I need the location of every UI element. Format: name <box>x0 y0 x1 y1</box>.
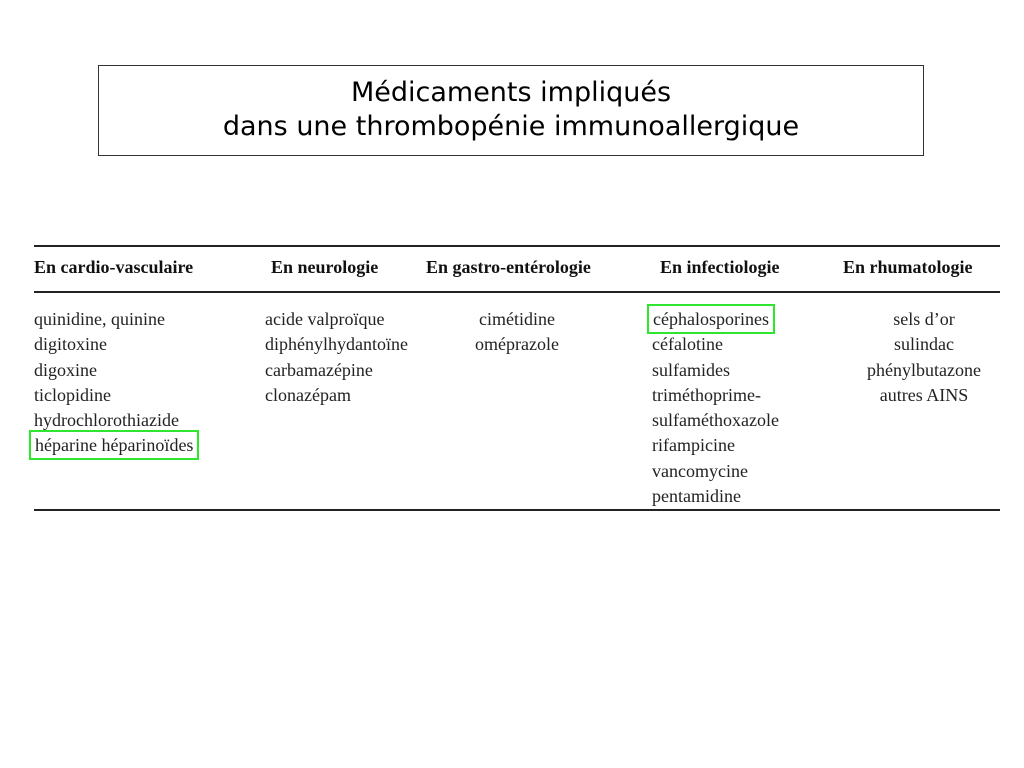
list-item: clonazépam <box>265 384 351 405</box>
column-rhumato <box>854 307 994 408</box>
table-bottom-rule <box>34 509 1000 511</box>
table-header-rule <box>34 291 1000 293</box>
list-item: autres AINS <box>879 384 969 405</box>
list-item: phénylbutazone <box>867 359 981 380</box>
title-line-2: dans une thrombopénie immunoallergique <box>222 111 800 142</box>
list-item: digitoxine <box>34 334 107 355</box>
list-item: cimétidine <box>479 309 555 329</box>
header-cardio: En cardio-vasculaire <box>34 257 194 277</box>
list-item: oméprazole <box>475 334 559 355</box>
list-item: quinidine, quinine <box>34 309 165 329</box>
list-item: vancomycine <box>652 460 748 481</box>
list-item: digoxine <box>34 359 97 380</box>
list-item: pentamidine <box>652 486 741 507</box>
list-item: sulfamides <box>652 359 730 380</box>
list-item: carbamazépine <box>265 359 373 380</box>
list-item: sels d’or <box>893 309 955 329</box>
header-infectio: En infectiologie <box>660 257 780 277</box>
list-item: hydrochlorothiazide <box>34 410 179 431</box>
title-line-1: Médicaments impliqués <box>350 77 672 108</box>
list-item: acide valproïque <box>265 309 385 329</box>
list-item: sulindac <box>894 334 954 355</box>
list-item: sulfaméthoxazole <box>652 410 779 431</box>
title-box <box>98 65 924 156</box>
list-item: ticlopidine <box>34 384 111 405</box>
list-item: céfalotine <box>652 334 723 355</box>
highlighted-item-cephalosporines: céphalosporines <box>653 309 769 329</box>
list-item: diphénylhydantoïne <box>265 334 408 355</box>
header-rhumato: En rhumatologie <box>843 257 973 277</box>
list-item: triméthoprime- <box>652 384 761 405</box>
column-neuro <box>265 307 408 408</box>
header-neuro: En neurologie <box>271 257 379 277</box>
list-item: rifampicine <box>652 435 735 456</box>
table-top-rule <box>34 245 1000 247</box>
column-infectio <box>652 307 779 509</box>
header-gastro: En gastro-entérologie <box>426 257 591 277</box>
highlighted-item-heparine: héparine héparinoïdes <box>35 435 194 456</box>
drug-table <box>34 245 1000 513</box>
column-gastro <box>462 307 572 358</box>
column-cardio <box>34 307 194 459</box>
